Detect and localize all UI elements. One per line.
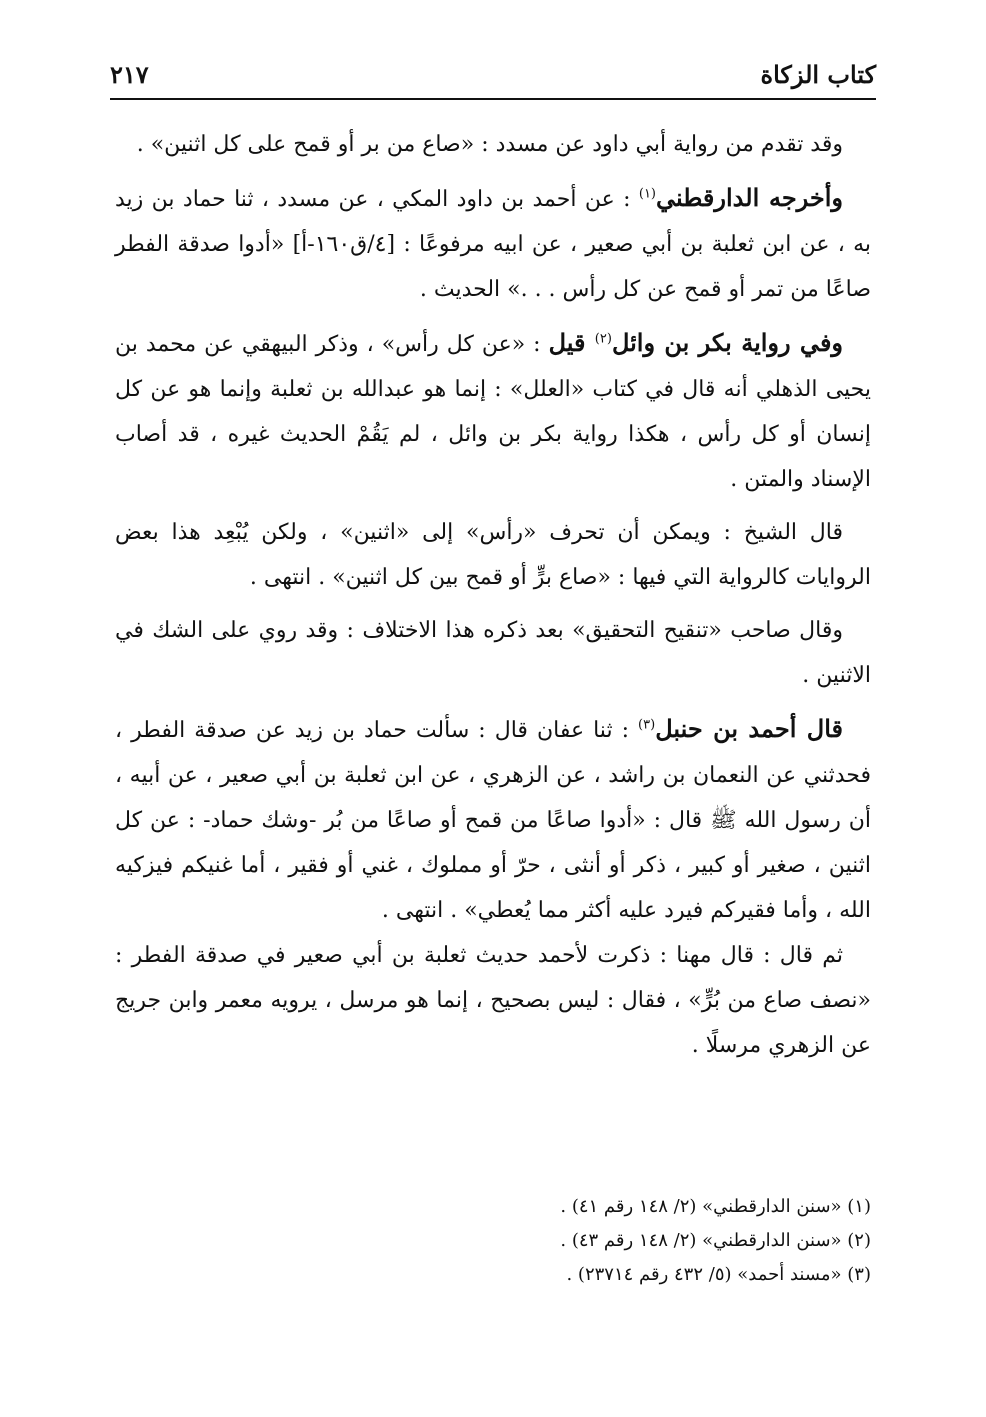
paragraph-7 — [115, 933, 871, 1068]
heading-qila: قيل — [548, 328, 595, 357]
footnote-3: (٣) «مسند أحمد» (٥/ ٤٣٢ رقم ٢٣٧١٤) . — [566, 1264, 871, 1285]
paragraph-6 — [115, 706, 871, 933]
paragraph-text: وقد تقدم من رواية أبي داود عن مسدد : «صاع من بر أو قمح على كل اثنين» . — [136, 132, 843, 157]
paragraph-text: : عن أحمد بن داود المكي ، عن مسدد ، ثنا حماد بن زيد به ، عن ابن ثعلبة بن أبي صعير ، عن ابيه مرفوعًا : [٤/ق١٦٠-أ] «أدوا صدقة الفطر صاعًا من تمر أو قمح عن كل رأس . . .» الحديث . — [115, 187, 871, 302]
heading-ahmad-ibn-hanbal: قال أحمد بن حنبل — [655, 714, 844, 743]
footnote-1: (١) «سنن الدارقطني» (٢/ ١٤٨ رقم ٤١) . — [560, 1196, 871, 1217]
paragraph-text: وقال صاحب «تنقيح التحقيق» بعد ذكره هذا الاختلاف : وقد روي على الشك في الاثنين . — [115, 618, 871, 688]
paragraph-5 — [115, 608, 871, 698]
heading-daraqutni: وأخرجه الدارقطني — [656, 183, 844, 212]
paragraph-text: قال الشيخ : ويمكن أن تحرف «رأس» إلى «اثنين» ، ولكن يُبْعِد هذا بعض الروايات كالرواية التي فيها : «صاع برٍّ أو قمح بين كل اثنين» . انتهى . — [115, 520, 871, 590]
footnote-ref-2[interactable]: (٢) — [594, 331, 612, 347]
footnotes — [115, 1190, 871, 1292]
page-number: ٢١٧ — [110, 60, 149, 89]
chapter-title: كتاب الزكاة — [760, 60, 876, 89]
paragraph-text: : ثنا عفان قال : سألت حماد بن زيد عن صدقة الفطر ، فحدثني عن النعمان بن راشد ، عن الزهري ، عن ابن ثعلبة بن أبي صعير ، عن أبيه ، أن رسول الله ﷺ قال : «أدوا صاعًا من قمح أو صاعًا من بُر -وشك حماد- : عن كل اثنين ، صغير أو كبير ، ذكر أو أنثى ، حرّ أو مملوك ، غني أو فقير ، أما غنيكم فيزكيه الله ، وأما فقيركم فيرد عليه أكثر مما يُعطي» . انتهى . — [115, 718, 871, 923]
footnote-ref-1[interactable]: (١) — [638, 186, 656, 202]
footnote-2: (٢) «سنن الدارقطني» (٢/ ١٤٨ رقم ٤٣) . — [560, 1230, 871, 1251]
paragraph-text: : «عن كل رأس» ، وذكر البيهقي عن محمد بن يحيى الذهلي أنه قال في كتاب «العلل» : إنما هو عبدالله بن ثعلبة وإنما هو عن كل إنسان أو كل رأس ، هكذا رواية بكر بن وائل ، لم يَقُمْ الحديث غيره ، قد أصاب الإسناد والمتن . — [115, 332, 871, 492]
main-text — [115, 122, 871, 1076]
paragraph-3 — [115, 320, 871, 502]
footnote-ref-3[interactable]: (٣) — [638, 717, 656, 733]
paragraph-1 — [115, 122, 871, 167]
paragraph-4 — [115, 510, 871, 600]
heading-bakr-ibn-wail: وفي رواية بكر بن وائل — [611, 328, 844, 357]
page-header — [110, 58, 876, 100]
paragraph-text: ثم قال : قال مهنا : ذكرت لأحمد حديث ثعلبة بن أبي صعير في صدقة الفطر : «نصف صاع من بُرٍّ» ، فقال : ليس بصحيح ، إنما هو مرسل ، يرويه معمر وابن جريج عن الزهري مرسلًا . — [115, 943, 871, 1058]
paragraph-2 — [115, 175, 871, 312]
